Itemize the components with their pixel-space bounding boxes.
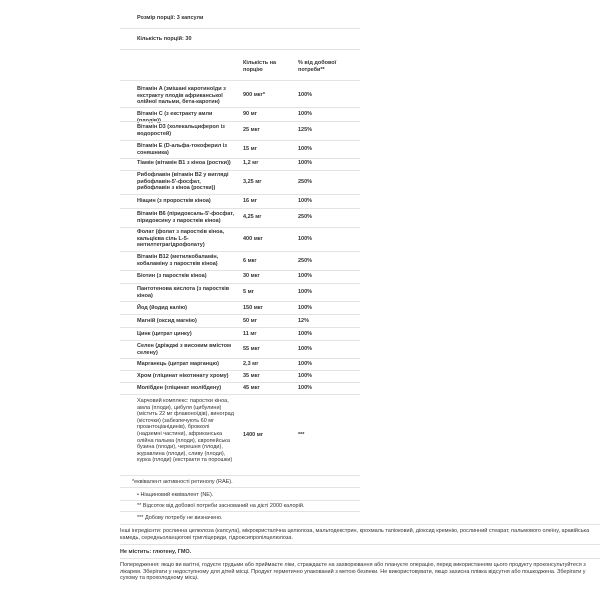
- divider: [120, 140, 360, 141]
- nutrient-dv: ***: [298, 432, 305, 438]
- nutrient-amount: 4,25 мг: [243, 214, 262, 220]
- divider: [120, 511, 360, 512]
- nutrient-name: Харчовий комплекс: паростки кіноа, амла (плоди), цибуля (цибулини) (містить 22 мг флавоноїдів), виноград (кісточки) (забезпечують 60 мг проантоціанідинів), брокколі (надземні частини), африканська олійна пальма (плоди), європейська бузина (плоди), черешня (плоди), журавлина (плоди), сливу (плоди), курка (плоди) (екстракти та порошки): [137, 398, 234, 464]
- nutrient-dv: 100%: [298, 198, 313, 204]
- nutrient-amount: 2,3 мг: [243, 361, 259, 367]
- nutrient-dv: 100%: [298, 385, 313, 391]
- divider: [120, 340, 360, 341]
- servings-count: Кількість порцій: 30: [137, 36, 192, 42]
- nutrient-amount: 90 мг: [243, 111, 258, 117]
- nutrient-name: Фолат (фолат з паростків кіноа, кальцієва сіль L-5-метилтетрагідрофолату): [137, 229, 225, 249]
- header-amount: Кількість на порцію: [243, 60, 277, 73]
- nutrient-dv: 250%: [298, 179, 313, 185]
- divider: [120, 558, 600, 559]
- divider: [120, 227, 360, 228]
- divider: [120, 121, 360, 122]
- nutrient-dv: 100%: [298, 273, 313, 279]
- divider: [120, 475, 360, 476]
- nutrient-name: Ніацин (з проростків кіноа): [137, 198, 211, 204]
- nutrient-name: Марганець (цитрат марганцю): [137, 361, 220, 367]
- nutrient-name: Вітамін D3 (холекальциферол із водоростей): [137, 124, 225, 137]
- nutrient-name: Пантотенова кислота (з паростків кіноа): [137, 286, 230, 299]
- nutrient-amount: 1,2 мг: [243, 160, 259, 166]
- divider: [120, 28, 360, 29]
- serving-size: Розмір порції: 3 капсули: [137, 15, 204, 21]
- nutrient-name: Селен (дріжджі з високим вмістом селену): [137, 343, 232, 356]
- nutrient-amount: 150 мкг: [243, 305, 263, 311]
- nutrient-dv: 100%: [298, 361, 313, 367]
- divider: [120, 500, 360, 501]
- nutrient-amount: 11 мг: [243, 331, 257, 337]
- divider: [120, 158, 360, 159]
- nutrient-dv: 100%: [298, 92, 313, 98]
- divider: [120, 301, 360, 302]
- nutrient-dv: 100%: [298, 305, 313, 311]
- nutrient-dv: 125%: [298, 127, 313, 133]
- warning-text: Попередження: якщо ви вагітні, годуєте грудьми або приймаєте ліки, страждаєте на захворювання або плануєте операцію, перед використанням цього продукту проконсультуйтеся з лікарем. Зберігати у недоступному для дітей місці. Продукт герметично упакований з метою безпеки. Не використовувати, якщо захисна плівка відсутня або пошкоджена. Зберігати у сухому та прохолодному місці.: [120, 562, 586, 582]
- nutrient-dv: 100%: [298, 373, 313, 379]
- divider: [120, 327, 360, 328]
- nutrient-amount: 30 мкг: [243, 273, 260, 279]
- nutrient-amount: 15 мг: [243, 146, 258, 152]
- divider: [120, 80, 360, 81]
- nutrient-amount: 6 мкг: [243, 258, 257, 264]
- nutrient-name: Вітамін A (змішані каротиноїди з екстракту плодів африканської олійної пальми, бета-каротин): [137, 86, 226, 106]
- nutrient-dv: 100%: [298, 160, 313, 166]
- free-from: Не містить: глютену, ГМО.: [120, 549, 192, 555]
- divider: [120, 314, 360, 315]
- nutrient-name: Цинк (цитрат цинку): [137, 331, 192, 337]
- footnote: • Ніациновий еквівалент (NE).: [137, 492, 214, 498]
- divider: [120, 251, 360, 252]
- nutrient-name: Вітамін E (D-альфа-токоферил із соняшника): [137, 143, 228, 156]
- nutrient-name: Біотин (з паростків кіноа): [137, 273, 207, 279]
- nutrient-dv: 100%: [298, 236, 313, 242]
- nutrient-dv: 12%: [298, 318, 310, 324]
- nutrient-name: Магній (оксид магнію): [137, 318, 197, 324]
- divider: [120, 544, 600, 545]
- divider: [120, 524, 600, 525]
- nutrient-amount: 55 мкг: [243, 346, 260, 352]
- footnote: ** Відсоток від добової потреби заснований на дієті 2000 калорій.: [137, 503, 305, 509]
- nutrient-name: Тіамін (вітамін B1 з кіноа (ростки)): [137, 160, 231, 166]
- divider: [120, 194, 360, 195]
- nutrient-dv: 100%: [298, 111, 313, 117]
- divider: [120, 358, 360, 359]
- divider: [120, 487, 360, 488]
- divider: [120, 170, 360, 171]
- nutrient-name: Вітамін B12 (метилкобаламін, кобаламіну з паростків кіноа): [137, 254, 219, 267]
- nutrient-amount: 35 мкг: [243, 373, 260, 379]
- divider: [120, 208, 360, 209]
- nutrient-amount: 25 мкг: [243, 127, 260, 133]
- nutrient-amount: 16 мг: [243, 198, 258, 204]
- nutrient-amount: 400 мкг: [243, 236, 263, 242]
- nutrient-dv: 100%: [298, 146, 313, 152]
- nutrient-amount: 50 мг: [243, 318, 258, 324]
- nutrient-dv: 100%: [298, 346, 313, 352]
- nutrient-amount: 5 мг: [243, 289, 254, 295]
- footnote: *** Добову потребу не визначено.: [137, 515, 223, 521]
- divider: [120, 370, 360, 371]
- other-ingredients: Інші інгредієнти: рослинна целюлоза (капсула), мікрокристалічна целюлоза, мальтодекстрин, крохмаль тапіоковий, діоксид кремнію, рослинний стеарат, пальмового олеїну, аравійська камедь, середньоланцюгові тригліцериди, гідроксипропілцелюлоза.: [120, 528, 590, 541]
- divider: [120, 382, 360, 383]
- nutrient-dv: 100%: [298, 331, 313, 337]
- footnote: *еквівалент активності ретинолу (RAE).: [132, 479, 233, 485]
- nutrient-amount: 900 мкг*: [243, 92, 265, 98]
- nutrient-name: Хром (гліцинат нікотинату хрому): [137, 373, 229, 379]
- divider: [120, 270, 360, 271]
- nutrient-name: Рибофлавін (вітамін B2 у вигляді рибофлавін-5'-фосфат, рибофлавін з кіноа (ростки)): [137, 172, 229, 192]
- nutrient-name: Молібден (гліцинат молібдену): [137, 385, 222, 391]
- nutrient-dv: 250%: [298, 214, 313, 220]
- header-daily-value: % від добової потреби**: [298, 60, 337, 73]
- nutrient-name: Йод (йодид калію): [137, 305, 188, 311]
- nutrient-dv: 100%: [298, 289, 313, 295]
- divider: [120, 49, 360, 50]
- nutrient-amount: 45 мкг: [243, 385, 260, 391]
- nutrient-amount: 3,25 мг: [243, 179, 262, 185]
- divider: [120, 283, 360, 284]
- divider: [120, 107, 360, 108]
- nutrient-name: Вітамін B6 (піридоксаль-5'-фосфат, піридоксину з паростків кіноа): [137, 211, 235, 224]
- nutrient-dv: 250%: [298, 258, 313, 264]
- divider: [120, 394, 360, 395]
- nutrient-name: Вітамін C (з екстракту амли: [137, 111, 213, 117]
- nutrient-amount: 1400 мг: [243, 432, 264, 438]
